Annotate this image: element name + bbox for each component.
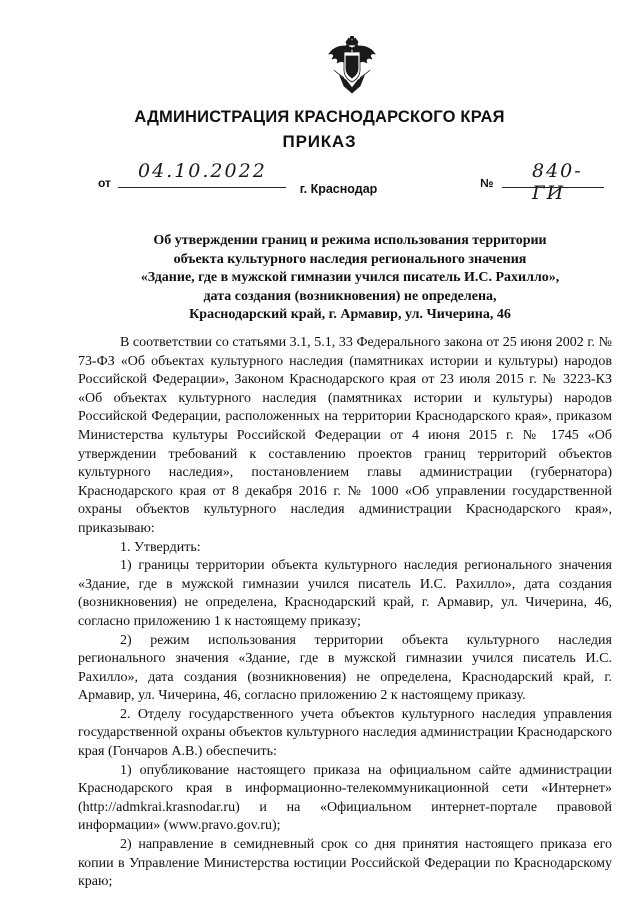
clause-2-item-1: 1) опубликование настоящего приказа на официальном сайте администрации Краснодарского края в информационно-телекоммуникационной сети «Интернет» (http://admkrai.krasnodar.ru) и на «Официальном интернет-портале правовой информации» (www.pravo.gov.ru); <box>78 762 612 834</box>
title-line: объекта культурного наследия регионального значения <box>173 251 527 267</box>
preamble-paragraph: В соответствии со статьями 3.1, 5.1, 33 Федерального закона от 25 июня 2002 г. № 73-ФЗ «Об объектах культурного наследия (памятниках истории и культуры) народов Российской Федерации», Законом Краснодарского края от 23 июля 2015 г. № 3223-КЗ «Об объектах культурного наследия (памятниках истории и культуры) народов Российской Федерации, расположенных на территории Краснодарского края», приказом Министерства культуры Российской Федерации от 4 июня 2015 г. № 1745 «Об утверждении требований к составлению проектов границ территорий объектов культурного наследия», постановлением главы администрации (губернатора) Краснодарского края от 8 декабря 2016 г. № 1000 «Об управлении государственной охраны объектов культурного наследия администрации Краснодарского края», приказываю: <box>78 335 612 536</box>
handwritten-date: 04.10.2022 <box>138 160 267 182</box>
document-type: ПРИКАЗ <box>282 132 357 151</box>
city-name: г. Краснодар <box>299 182 378 196</box>
title-line: «Здание, где в мужской гимназии учился писатель И.С. Рахилло», <box>140 270 560 286</box>
title-line: Краснодарский край, г. Армавир, ул. Чичерина, 46 <box>189 307 511 323</box>
title-line: Об утверждении границ и режима использования территории <box>153 233 547 248</box>
document-body <box>78 334 612 892</box>
organization-name: АДМИНИСТРАЦИЯ КРАСНОДАРСКОГО КРАЯ <box>134 108 505 126</box>
handwritten-number: 840-ГИ <box>532 160 583 204</box>
clause-1-heading: 1. Утвердить: <box>120 539 201 555</box>
coat-of-arms-emblem <box>326 36 378 94</box>
clause-2-item-2: 2) направление в семидневный срок со дня принятия настоящего приказа его копии в Управление Министерства юстиции Российской Федерации по Краснодарскому краю; <box>78 837 612 890</box>
clause-1-item-1: 1) границы территории объекта культурного наследия регионального значения «Здание, где в мужской гимназии учился писатель И.С. Рахилло», дата создания (возникновения) не определена, Краснодарский край, г. Армавир, ул. Чичерина, 46, согласно приложению 1 к настоящему приказу; <box>78 558 612 629</box>
clause-2-heading: 2. Отделу государственного учета объектов культурного наследия управления государственной охраны объектов культурного наследия администрации Краснодарского края (Гончаров А.В.) обеспечить: <box>78 706 612 760</box>
title-line: дата создания (возникновения) не определена, <box>203 288 497 304</box>
clause-1-item-2: 2) режим использования территории объекта культурного наследия регионального значения «Здание, где в мужской гимназии учился писатель И.С. Рахилло», дата создания (возникновения) не определена, Краснодарский край, г. Армавир, ул. Чичерина, 46, согласно приложению 2 к настоящему приказу. <box>78 632 612 704</box>
number-label: № <box>480 176 494 190</box>
document-title <box>100 232 600 325</box>
date-label: от <box>98 176 111 190</box>
